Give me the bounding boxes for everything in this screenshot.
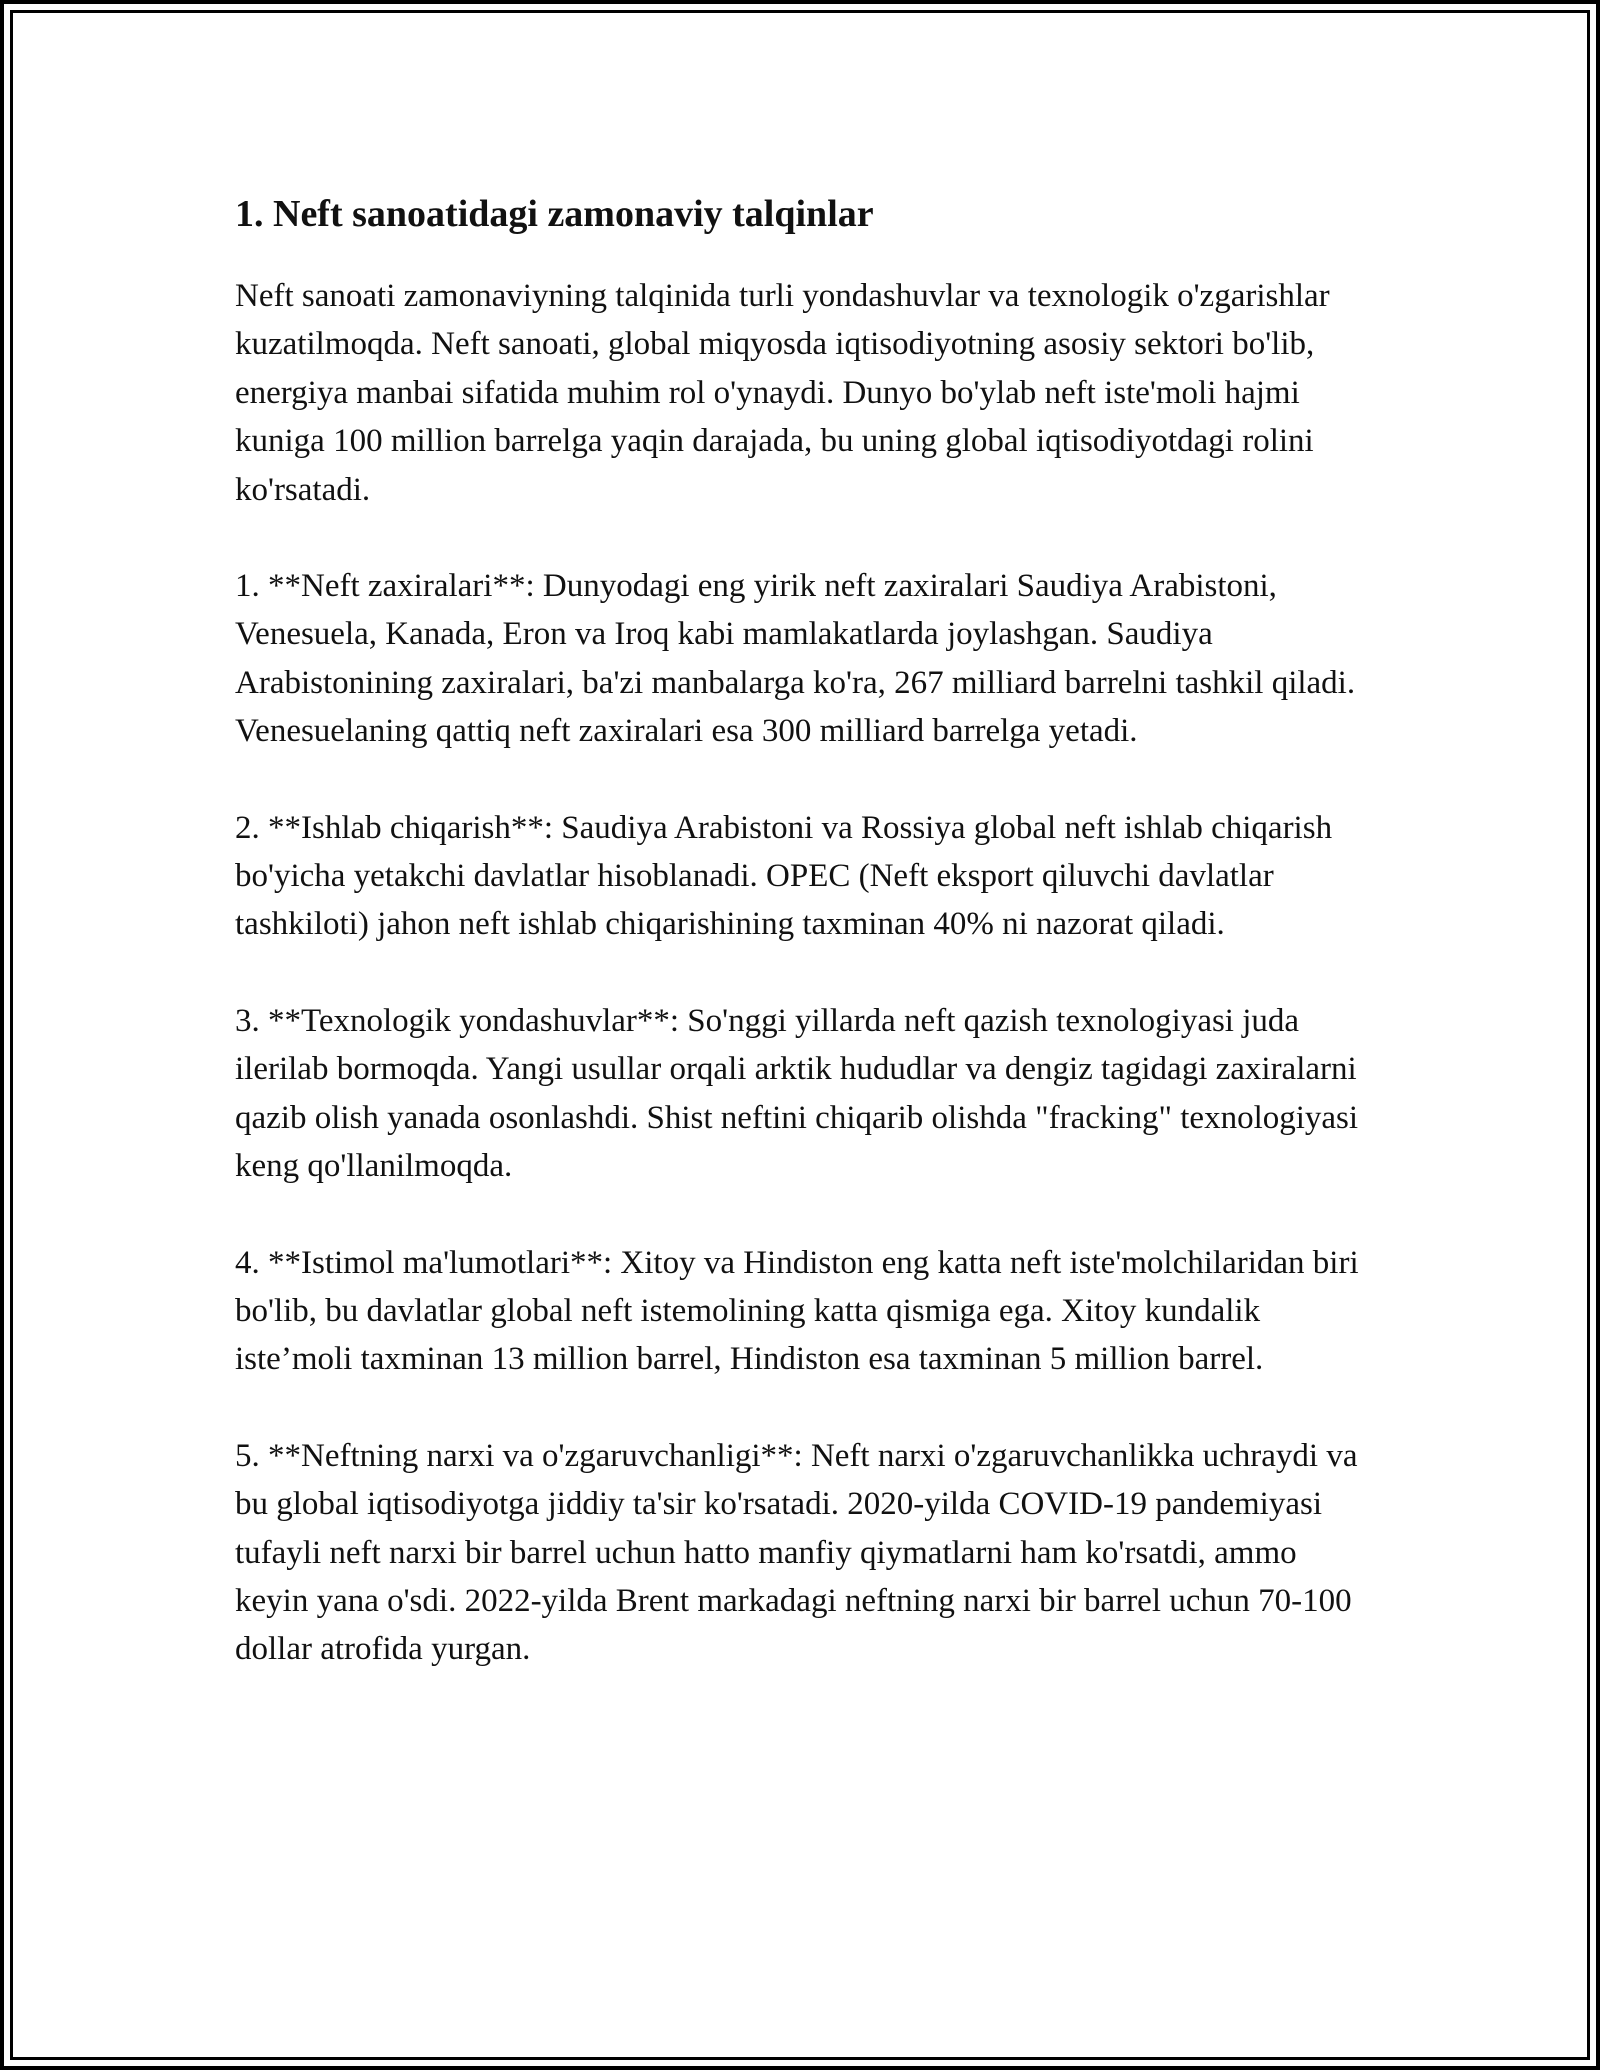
section-heading: 1. Neft sanoatidagi zamonaviy talqinlar [235, 193, 874, 235]
paragraph-technology: 3. **Texnologik yondashuvlar**: So'nggi yillarda neft qazish texnologiyasi juda ilerilab bormoqda. Yangi usullar orqali arktik hududlar va dengiz tagidagi zaxiralarni qazib olish yanada osonlashdi. Shist neftini chiqarib olishda "fracking" texnologiyasi keng qo'llanilmoqda. [235, 1002, 1359, 1185]
paragraph-consumption: 4. **Istimol ma'lumotlari**: Xitoy va Hindiston eng katta neft iste'molchilaridan biri bo'lib, bu davlatlar global neft istemolining katta qismiga ega. Xitoy kundalik iste’moli taxminan 13 million barrel, Hindiston esa taxminan 5 million barrel. [235, 1244, 1359, 1378]
intro-paragraph: Neft sanoati zamonaviyning talqinida turli yondashuvlar va texnologik o'zgarishlar kuzatilmoqda. Neft sanoati, global miqyosda iqtisodiyotning asosiy sektori bo'lib, energiya manbai sifatida muhim rol o'ynaydi. Dunyo bo'ylab neft iste'moli hajmi kuniga 100 million barrelga yaqin darajada, bu uning global iqtisodiyotdagi rolini ko'rsatadi. [235, 278, 1330, 508]
paragraph-production: 2. **Ishlab chiqarish**: Saudiya Arabistoni va Rossiya global neft ishlab chiqarish bo'yicha yetakchi davlatlar hisoblanadi. OPEC (Neft eksport qiluvchi davlatlar tashkiloti) jahon neft ishlab chiqarishining taxminan 40% ni nazorat qiladi. [235, 809, 1333, 943]
paragraph-price-volatility: 5. **Neftning narxi va o'zgaruvchanligi**: Neft narxi o'zgaruvchanlikka uchraydi va bu global iqtisodiyotga jiddiy ta'sir ko'rsatadi. 2020-yilda COVID-19 pandemiyasi tufayli neft narxi bir barrel uchun hatto manfiy qiymatlarni ham ko'rsatdi, ammo keyin yana o'sdi. 2022-yilda Brent markadagi neftning narxi bir barrel uchun 70-100 dollar atrofida yurgan. [235, 1437, 1358, 1668]
document-body [235, 188, 1370, 1722]
paragraph-oil-reserves: 1. **Neft zaxiralari**: Dunyodagi eng yirik neft zaxiralari Saudiya Arabistoni, Venesuela, Kanada, Eron va Iroq kabi mamlakatlarda joylashgan. Saudiya Arabistonining zaxiralari, ba'zi manbalarga ko'ra, 267 milliard barrelni tashkil qiladi. Venesuelaning qattiq neft zaxiralari esa 300 milliard barrelga yetadi. [235, 568, 1356, 750]
